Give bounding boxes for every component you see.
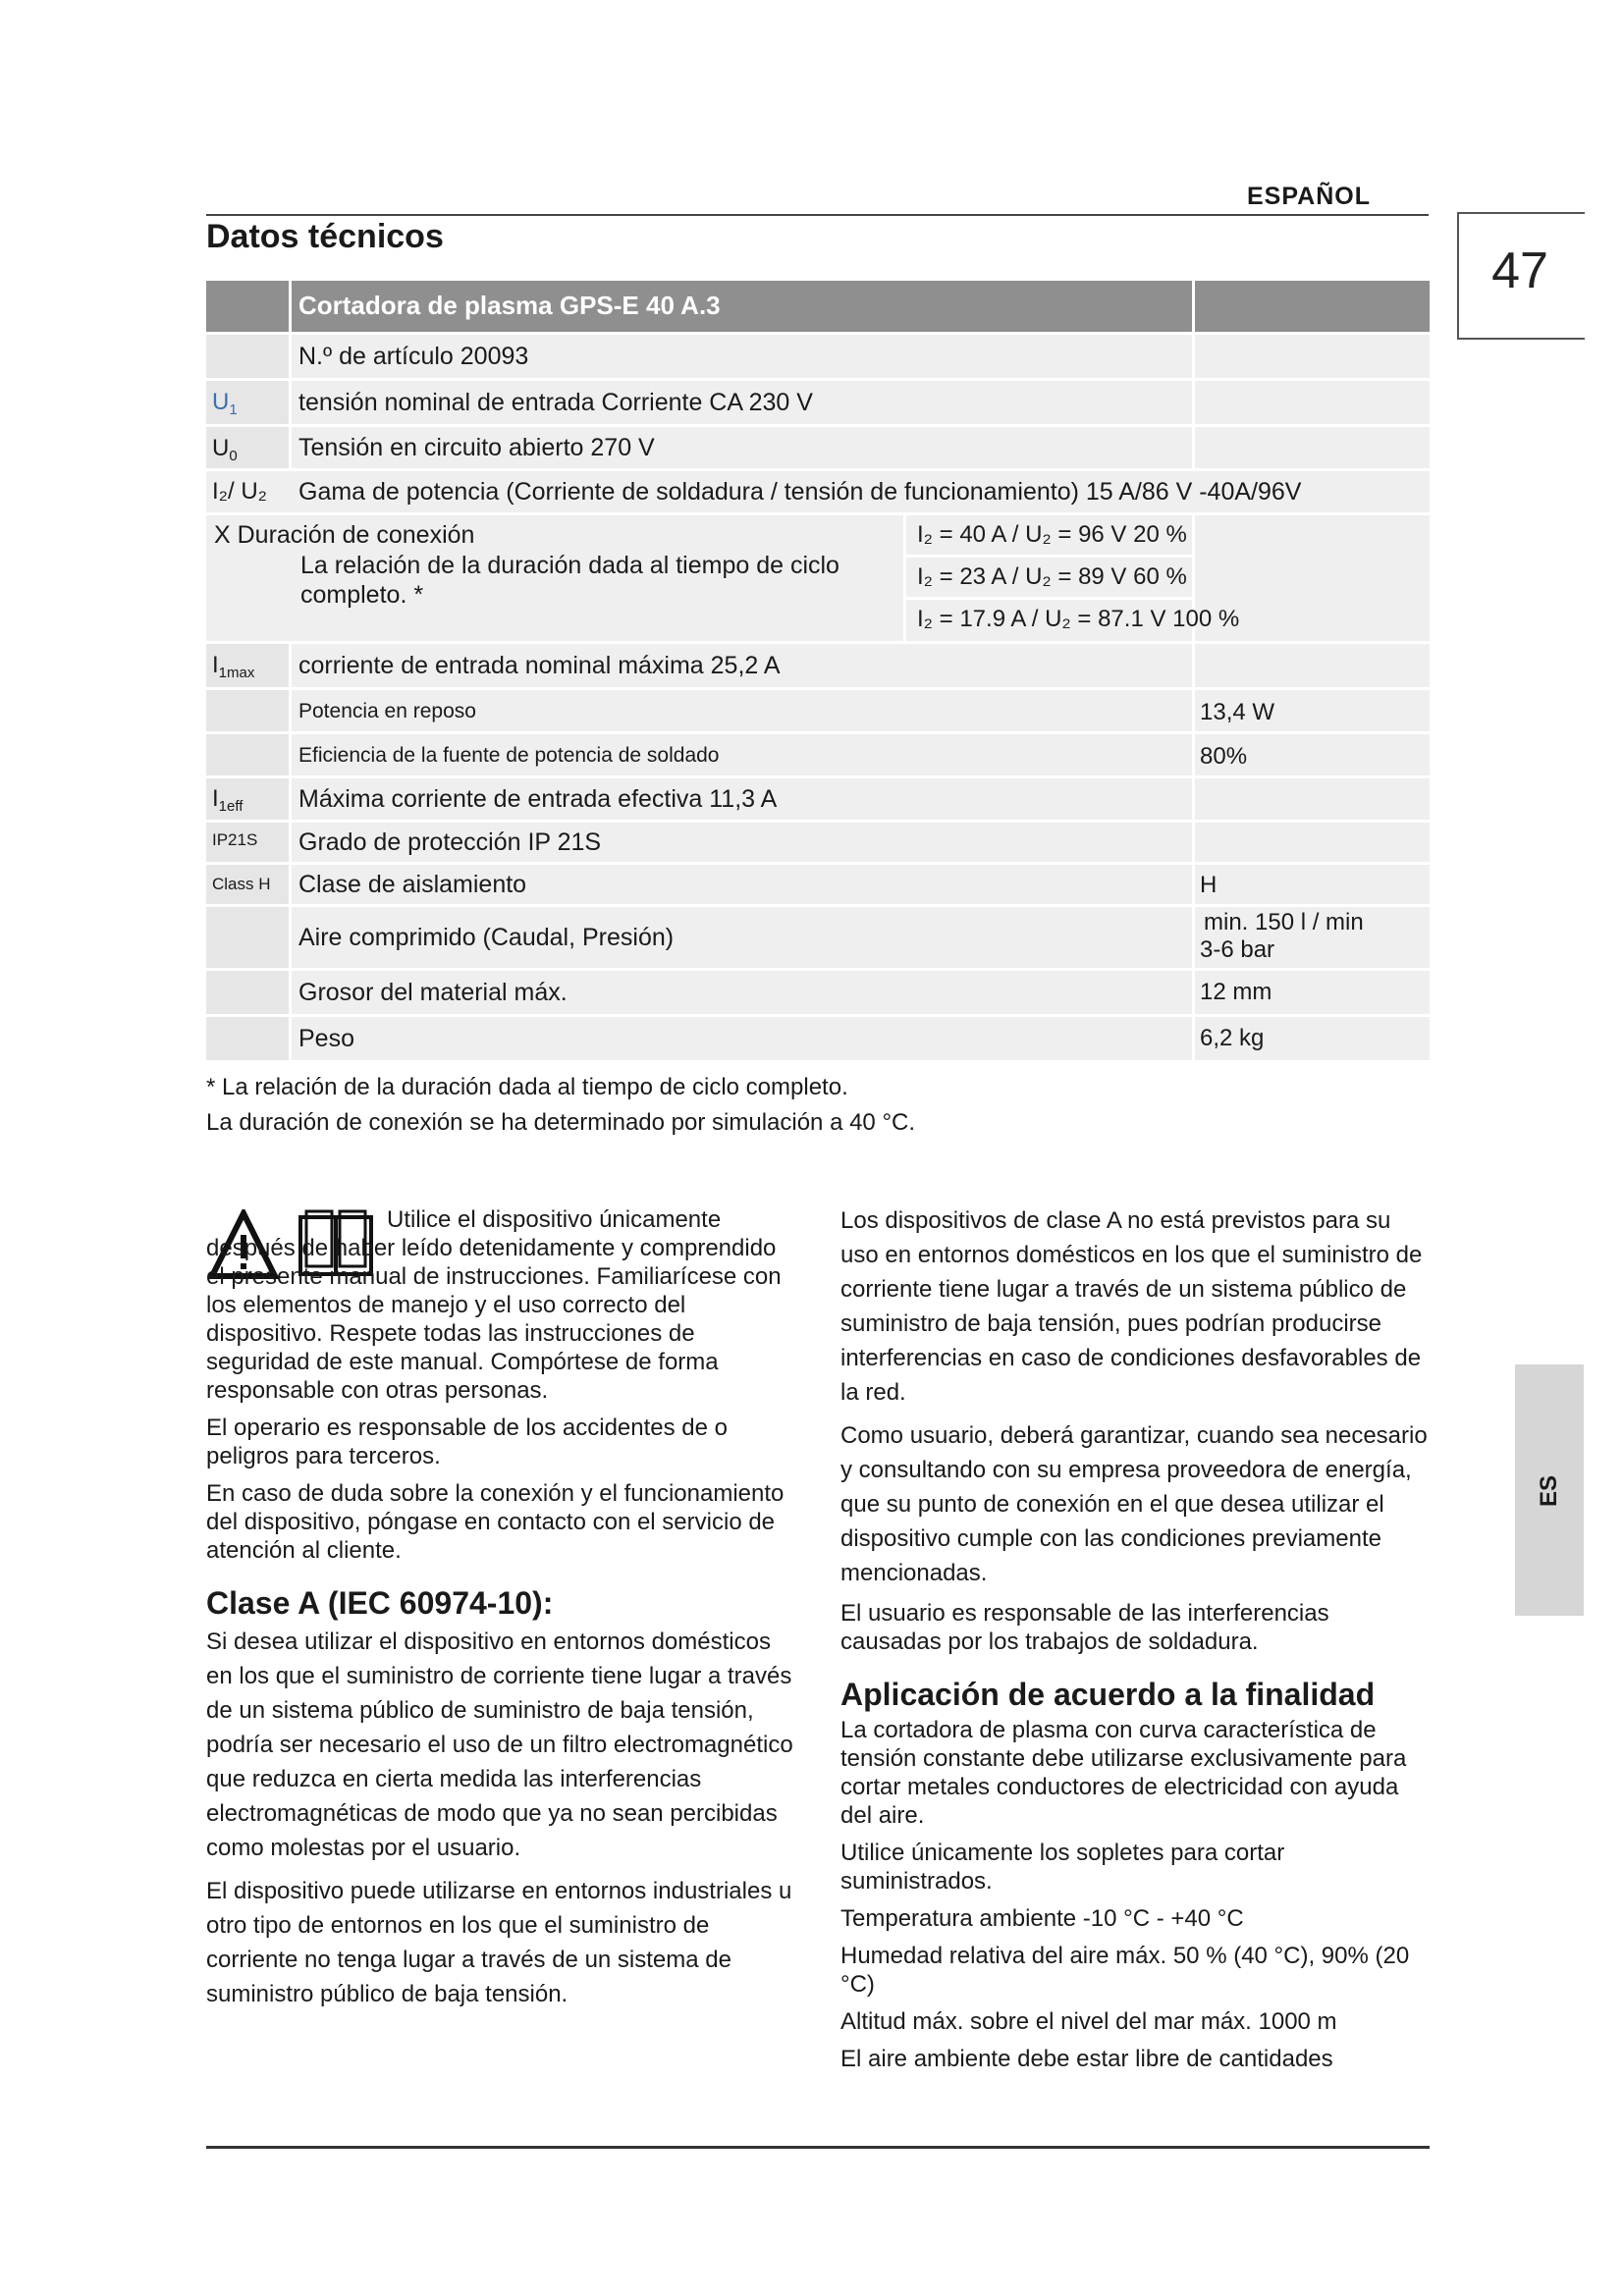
class-a-heading: Clase A (IEC 60974-10):	[206, 1585, 554, 1621]
class-a-paragraph-1: Si desea utilizar el dispositivo en entornos domésticos en los que el suministro de corriente tiene lugar a través de un sistema público de suministro de baja tensión, podría ser necesario el uso de un filtro electromagnético que reduzca en cierta medida las interferencias electromagnéticas de modo que ya no sean percibidas como molestas por el usuario.	[206, 1629, 793, 1861]
table-row	[206, 971, 1430, 1017]
idle-power-value: 13,4 W	[1200, 699, 1275, 725]
section-title: Datos técnicos	[206, 218, 444, 255]
max-effective-input-current: Máxima corriente de entrada efectiva 11,3 A	[298, 785, 778, 813]
duty-cycle-value-3: I₂ = 17.9 A / U₂ = 87.1 V 100 %	[917, 606, 1240, 632]
compressed-air-label: Aire comprimido (Caudal, Presión)	[298, 924, 675, 951]
class-a-paragraph-5: El usuario es responsable de las interferencias causadas por los trabajos de soldadura.	[840, 1600, 1329, 1655]
article-number: N.º de artículo 20093	[298, 343, 529, 370]
compressed-air-pressure: 3-6 bar	[1200, 936, 1275, 963]
table-header-row	[206, 281, 1430, 335]
duty-cycle-value-2: I₂ = 23 A / U₂ = 89 V 60 %	[917, 563, 1187, 590]
insulation-class-label: Clase de aislamiento	[298, 871, 527, 898]
idle-power-label: Potencia en reposo	[298, 700, 476, 722]
symbol-u1-main: U	[212, 389, 230, 415]
rated-input-voltage: tensión nominal de entrada Corriente CA 230 V	[298, 389, 813, 416]
material-thickness-value: 12 mm	[1200, 979, 1272, 1005]
duty-cycle-block	[206, 515, 1430, 644]
table-row	[206, 335, 1430, 381]
compressed-air-flow: min. 150 l / min	[1204, 909, 1364, 935]
efficiency-value: 80%	[1200, 743, 1248, 770]
duty-cycle-value-1: I₂ = 40 A / U₂ = 96 V 20 %	[917, 521, 1187, 548]
technical-data-table	[206, 281, 1430, 1063]
ambient-temperature: Temperatura ambiente -10 °C - +40 °C	[840, 1905, 1244, 1932]
relative-humidity: Humedad relativa del aire máx. 50 % (40 °C), 90% (20 °C)	[840, 1943, 1410, 1998]
intended-use-heading: Aplicación de acuerdo a la finalidad	[840, 1677, 1376, 1712]
symbol-i1eff	[212, 785, 243, 815]
symbol-i2-u2: I₂/ U₂	[212, 478, 267, 505]
power-range: Gama de potencia (Corriente de soldadura / tensión de funcionamiento) 15 A/86 V -40A/96V	[298, 478, 1302, 506]
open-circuit-voltage: Tensión en circuito abierto 270 V	[298, 434, 655, 461]
symbol-u1-sub: 1	[229, 401, 238, 418]
duty-cycle-description: La relación de la duración dada al tiempo de ciclo completo. *	[300, 552, 839, 609]
table-row	[206, 690, 1430, 734]
symbol-i1eff-main: I	[212, 785, 219, 812]
max-rated-input-current: corriente de entrada nominal máxima 25,2 A	[298, 652, 781, 679]
symbol-class-h: Class H	[212, 875, 271, 893]
symbol-i1max	[212, 652, 254, 681]
table-row	[206, 1017, 1430, 1063]
symbol-u0	[212, 435, 238, 464]
symbol-u1	[212, 389, 238, 418]
table-row	[206, 778, 1430, 823]
footer-rule	[206, 2146, 1430, 2149]
header-rule	[206, 214, 1429, 216]
material-thickness-label: Grosor del material máx.	[298, 979, 568, 1006]
symbol-i1max-sub: 1max	[218, 665, 255, 681]
symbol-i1max-main: I	[212, 652, 219, 678]
table-row	[206, 823, 1430, 865]
protection-degree: Grado de protección IP 21S	[298, 828, 602, 856]
class-a-paragraph-2: El dispositivo puede utilizarse en entornos industriales u otro tipo de entornos en los que el suministro de corriente no tenga lugar a través de un sistema de suministro público de baja tensión.	[206, 1878, 792, 2007]
intended-use-paragraph-1: La cortadora de plasma con curva característica de tensión constante debe utilizarse exclusivamente para cortar metales conductores de electricidad con ayuda del aire.	[840, 1717, 1407, 1829]
safety-paragraph-2: El operario es responsable de los accidentes de o peligros para terceros.	[206, 1415, 728, 1469]
weight-label: Peso	[298, 1025, 354, 1052]
right-column	[840, 1203, 1430, 2082]
symbol-i1eff-sub: 1eff	[218, 798, 244, 815]
language-side-tab-label: ES	[1536, 1475, 1562, 1508]
intended-use-paragraph-2: Utilice únicamente los sopletes para cortar suministrados.	[840, 1840, 1285, 1895]
table-row	[206, 865, 1430, 907]
duty-cycle-label: X Duración de conexión	[214, 521, 475, 549]
insulation-class-value: H	[1200, 872, 1218, 898]
max-altitude: Altitud máx. sobre el nivel del mar máx. 1000 m	[840, 2008, 1337, 2035]
symbol-u0-sub: 0	[229, 448, 238, 464]
language-label: ESPAÑOL	[1247, 183, 1371, 210]
footnote-line-2: La duración de conexión se ha determinado por simulación a 40 °C.	[206, 1109, 916, 1136]
ambient-air-note: El aire ambiente debe estar libre de cantidades	[840, 2046, 1333, 2072]
symbol-ip21s: IP21S	[212, 830, 258, 849]
weight-value: 6,2 kg	[1200, 1025, 1265, 1051]
table-row	[206, 907, 1430, 971]
table-row	[206, 471, 1430, 515]
table-title: Cortadora de plasma GPS-E 40 A.3	[298, 291, 721, 320]
table-row	[206, 381, 1430, 427]
efficiency-label: Eficiencia de la fuente de potencia de soldado	[298, 744, 720, 767]
page-number: 47	[1491, 242, 1548, 299]
left-column	[206, 1205, 799, 2020]
safety-paragraph-3: En caso de duda sobre la conexión y el funcionamiento del dispositivo, póngase en contacto con el servicio de atención al cliente.	[206, 1480, 785, 1564]
footnote-line-1: * La relación de la duración dada al tiempo de ciclo completo.	[206, 1074, 848, 1100]
safety-paragraph-1: Utilice el dispositivo únicamente después de haber leído detenidamente y comprendido el presente manual de instrucciones. Familiarícese con los elementos de manejo y el uso correcto del dispositivo. Respete todas las instrucciones de seguridad de este manual. Compórtese de forma responsable con otras personas.	[206, 1206, 782, 1404]
class-a-paragraph-3: Los dispositivos de clase A no está previstos para su uso en entornos domésticos en los que el suministro de corriente tiene lugar a través de un sistema público de suministro de baja tensión, pues podrían producirse interferencias en caso de condiciones desfavorables de la red.	[840, 1207, 1423, 1406]
symbol-u0-main: U	[212, 435, 230, 461]
table-row	[206, 427, 1430, 471]
class-a-paragraph-4: Como usuario, deberá garantizar, cuando sea necesario y consultando con su empresa proveedora de energía, que su punto de conexión en el que desea utilizar el dispositivo cumple con las condiciones previamente mencionadas.	[840, 1422, 1428, 1586]
table-row	[206, 734, 1430, 778]
table-row	[206, 644, 1430, 690]
footnote	[206, 1070, 915, 1141]
